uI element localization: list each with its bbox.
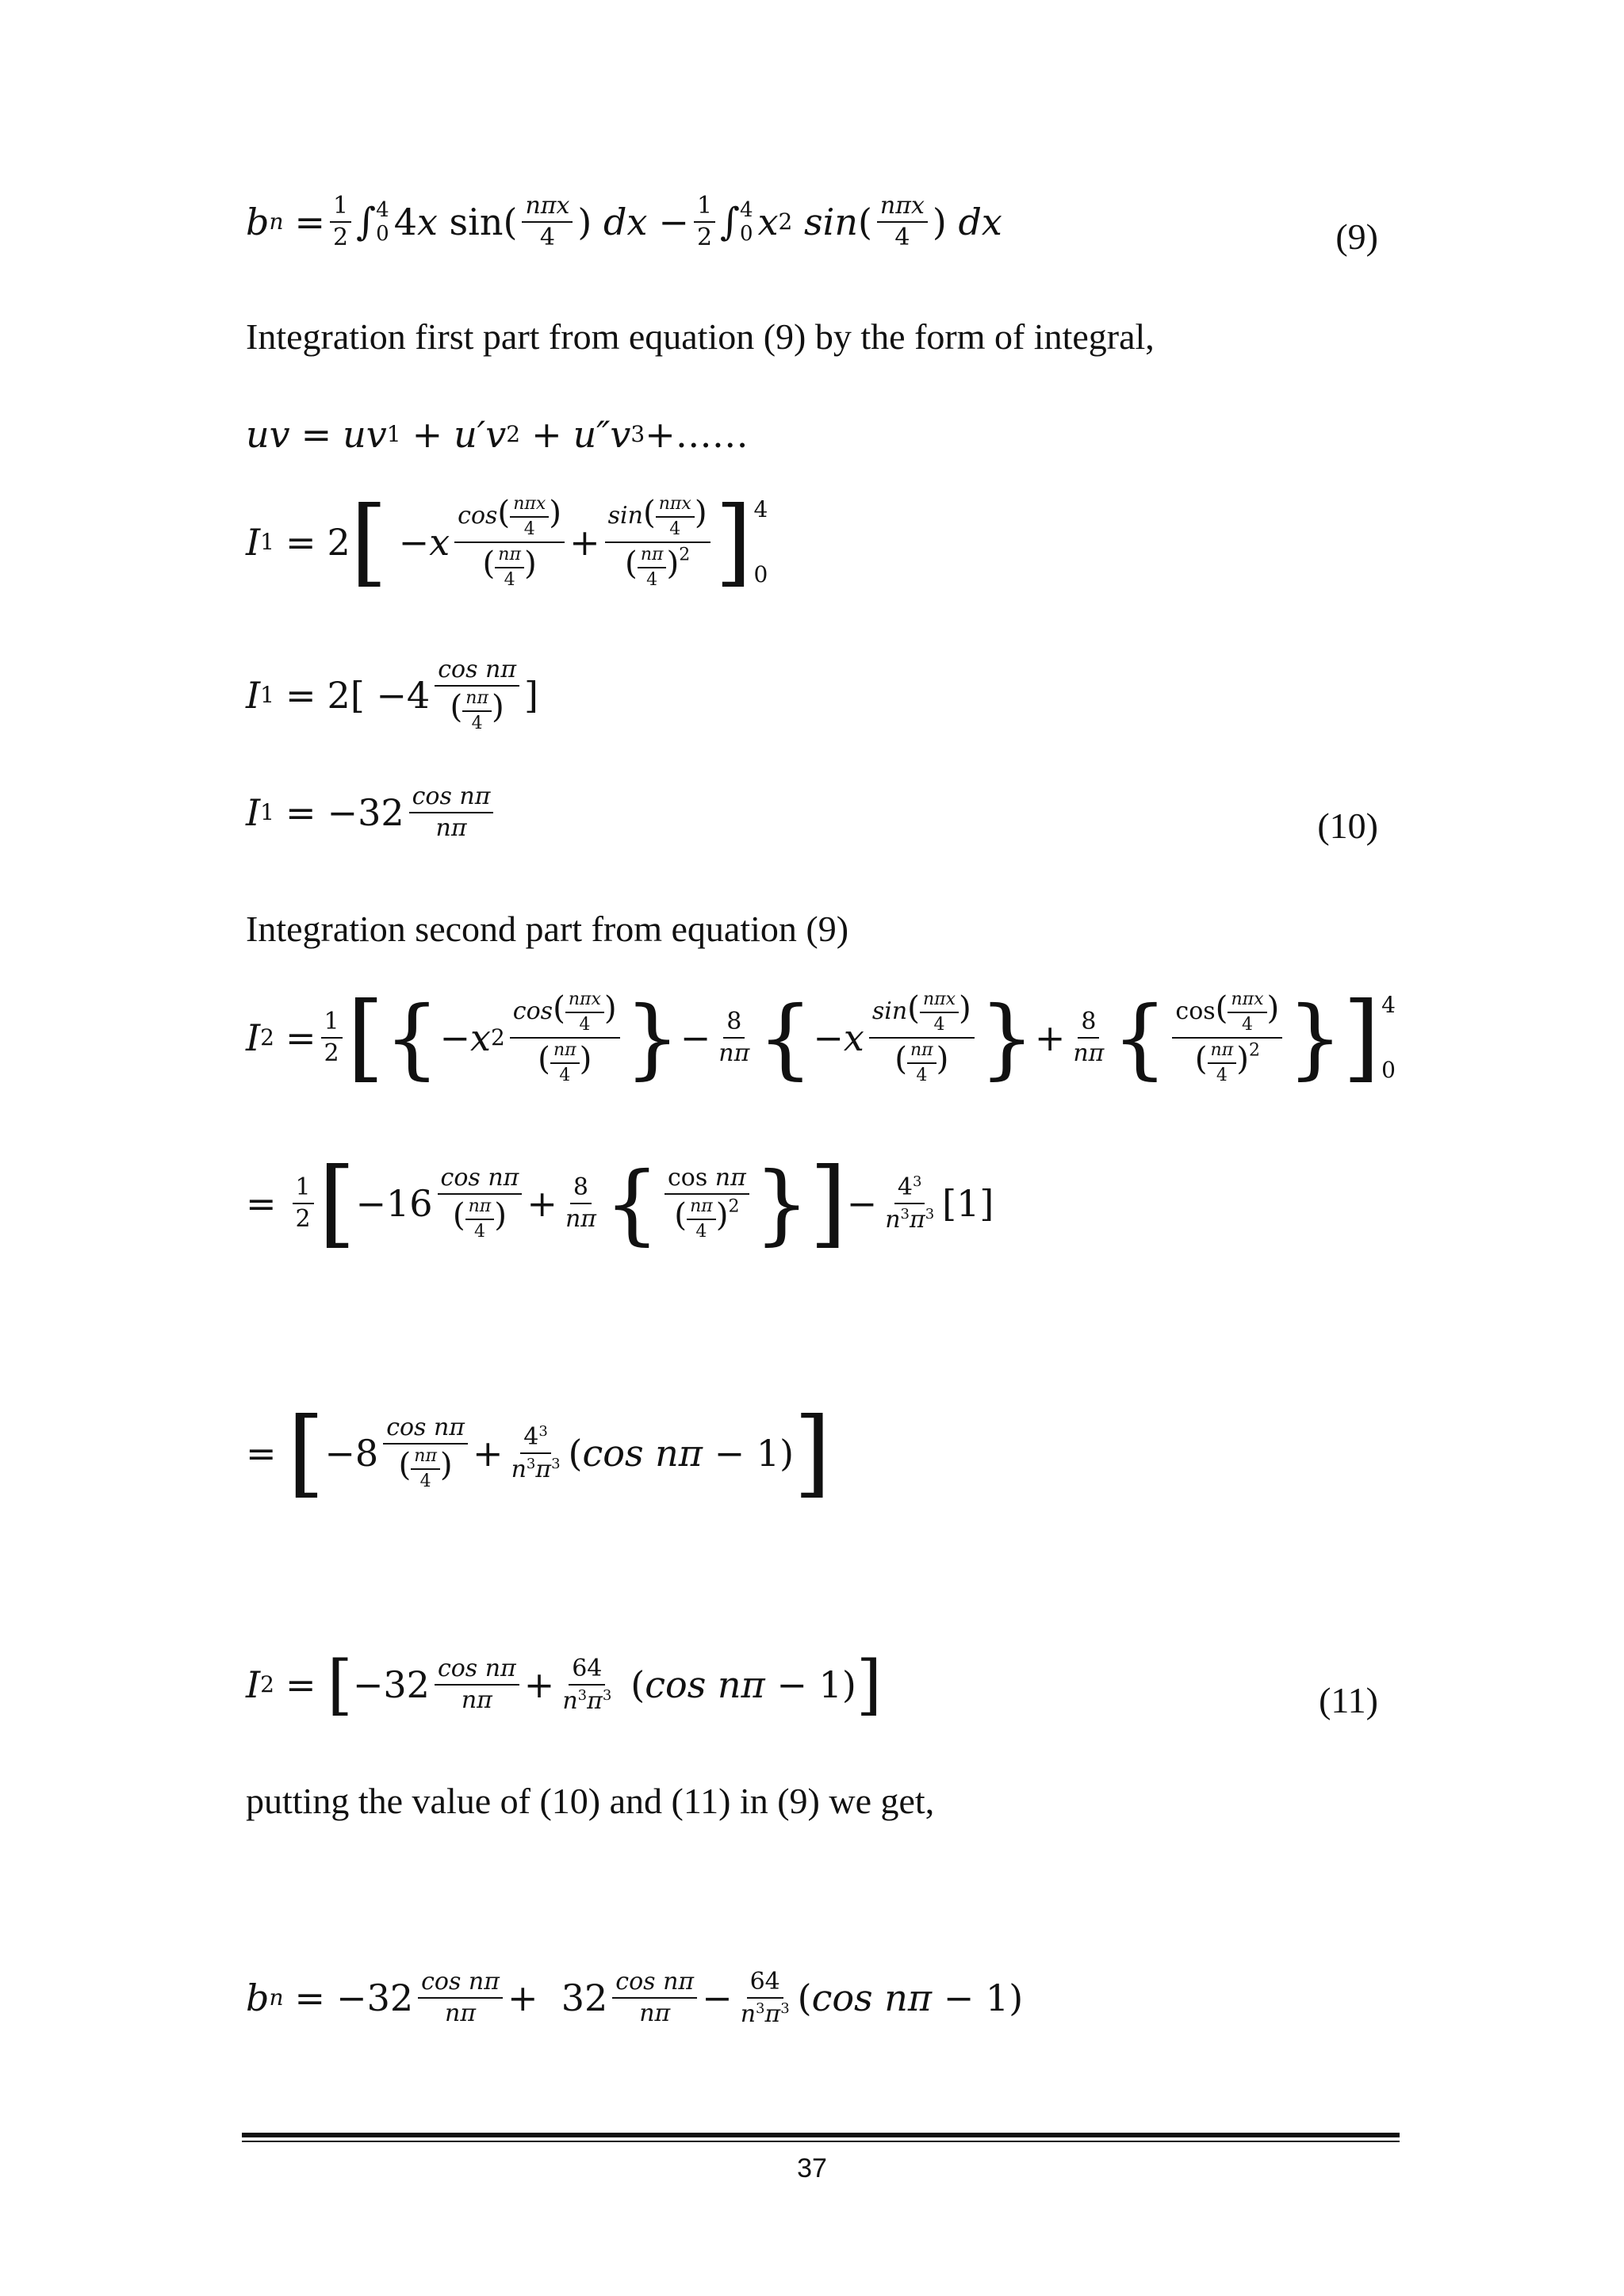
equation-number-11: (11) <box>1319 1680 1378 1720</box>
equation-number-10: (10) <box>1317 806 1378 846</box>
equation-10: I 1 = −32 $\frac{\text{cos nπ}}{n\pi}$ <box>246 785 498 840</box>
page-number: 37 <box>797 2153 827 2183</box>
equation-i1-simplified: I 1 = 2[ −4 cos nπ ( $\frac{n\pi}{4}$ ) ] <box>246 656 538 733</box>
equation-uv-formula: uv = uv 1 + u′v 2 + u″v 3 +…… <box>246 413 749 456</box>
equation-bn-final: b n = −32 $\frac{\text{cos nπ}}{n\pi}$ + 32 $\frac{\text{cos nπ}}{n\pi}$ − $\frac{64}{n^3\pi^3}$ ( cos nπ − 1) <box>246 1968 1024 2028</box>
footer-rule-thick <box>242 2133 1400 2137</box>
equation-i1-bracket: I 1 = 2 [ − x cos( $\frac{\text{nπx}}{4}$ ) ( $\frac{n\pi}{4}$ ) + sin( $\frac{\text{nπx}}{4}$ ) ( $\frac{n\pi}{4}$ )$^2$ ] 4 0 <box>246 487 768 597</box>
equation-11: I 2 = [ −32 $\frac{\text{cos nπ}}{n\pi}$ + $\frac{64}{n^3\pi^3}$ ( cos nπ − 1) ] <box>246 1646 883 1724</box>
equation-i2-step2: = [ −8 cos nπ ( $\frac{n\pi}{4}$ ) + $\frac{4^3}{n^3\pi^3}$ ( cos nπ − 1) ] <box>246 1398 831 1508</box>
paragraph-putting-values: putting the value of (10) and (11) in (9) we get, <box>246 1781 935 1821</box>
equation-9: b n = $\frac{1}{2}$ ∫ 4 0 4 x sin( $\frac{\text{nπx}}{4}$ ) dx − $\frac{1}{2}$ ∫ 4 0 x 2 sin ( $\frac{\text{nπx}}{4}$ ) dx <box>246 192 1002 251</box>
equation-number-9: (9) <box>1335 216 1378 257</box>
paragraph-second-part: Integration second part from equation (9) <box>246 909 849 949</box>
fraction-one-half: $\frac{1}{2}$ <box>330 194 351 250</box>
equation-i2-bracket: I 2 = $\frac{1}{2}$ [ { − x 2 cos( $\frac{\text{nπx}}{4}$ ) ( $\frac{n\pi}{4}$ ) } − $\frac{8}{n\pi}$ { − x sin( $\frac{\text{nπx}}{4}$ ) ( $\frac{n\pi}{4}$ ) } + $\frac{8}{n\pi}$ { cos( $\frac{\text{nπx}}{4}$ ) ( $\frac{n\pi}{4}$ )$^2$ } ] 4 0 <box>246 982 1396 1093</box>
footer-rule-thin <box>242 2141 1400 2142</box>
equation-i2-step1: = $\frac{1}{2}$ [ −16 cos nπ ( $\frac{n\pi}{4}$ ) + $\frac{8}{n\pi}$ { cos nπ ( $\frac{n\pi}{4}$ )$^2$ } ] − $\frac{4^3}{n^3\pi^3}$ [1] <box>246 1148 994 1258</box>
paragraph-first-part: Integration first part from equation (9) by the form of integral, <box>246 316 1155 357</box>
